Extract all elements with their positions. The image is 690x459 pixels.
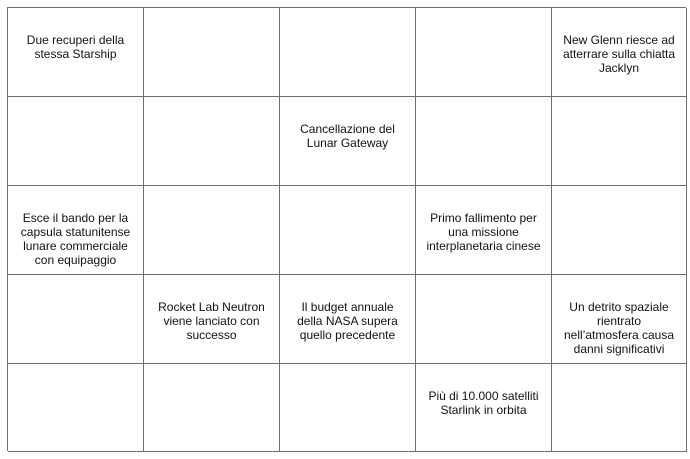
grid-cell-r4-c4 bbox=[416, 275, 552, 364]
grid-cell-r1-c5: New Glenn riesce ad atterrare sulla chiatta Jacklyn bbox=[552, 8, 687, 97]
grid-cell-r4-c1 bbox=[8, 275, 144, 364]
bingo-grid bbox=[7, 7, 686, 451]
grid-cell-r2-c5 bbox=[552, 97, 687, 186]
grid-cell-r1-c2 bbox=[144, 8, 280, 97]
grid-cell-r1-c4 bbox=[416, 8, 552, 97]
grid-cell-r3-c1: Esce il bando per la capsula statunitense lunare commerciale con equipaggio bbox=[8, 186, 144, 275]
grid-cell-r2-c4 bbox=[416, 97, 552, 186]
grid-cell-r2-c2 bbox=[144, 97, 280, 186]
grid-cell-r5-c5 bbox=[552, 364, 687, 452]
grid-cell-r5-c4: Più di 10.000 satelliti Starlink in orbita bbox=[416, 364, 552, 452]
grid-cell-r1-c3 bbox=[280, 8, 416, 97]
grid-cell-r3-c3 bbox=[280, 186, 416, 275]
grid-cell-r5-c1 bbox=[8, 364, 144, 452]
grid-cell-r4-c5: Un detrito spaziale rientrato nell’atmosfera causa danni significativi bbox=[552, 275, 687, 364]
grid-cell-r3-c5 bbox=[552, 186, 687, 275]
grid-cell-r5-c2 bbox=[144, 364, 280, 452]
grid-cell-r3-c2 bbox=[144, 186, 280, 275]
grid-cell-r1-c1: Due recuperi della stessa Starship bbox=[8, 8, 144, 97]
grid-cell-r2-c3: Cancellazione del Lunar Gateway bbox=[280, 97, 416, 186]
grid-cell-r4-c3: Il budget annuale della NASA supera quello precedente bbox=[280, 275, 416, 364]
grid-cell-r4-c2: Rocket Lab Neutron viene lanciato con successo bbox=[144, 275, 280, 364]
grid-cell-r3-c4: Primo fallimento per una missione interplanetaria cinese bbox=[416, 186, 552, 275]
grid-cell-r5-c3 bbox=[280, 364, 416, 452]
grid-cell-r2-c1 bbox=[8, 97, 144, 186]
